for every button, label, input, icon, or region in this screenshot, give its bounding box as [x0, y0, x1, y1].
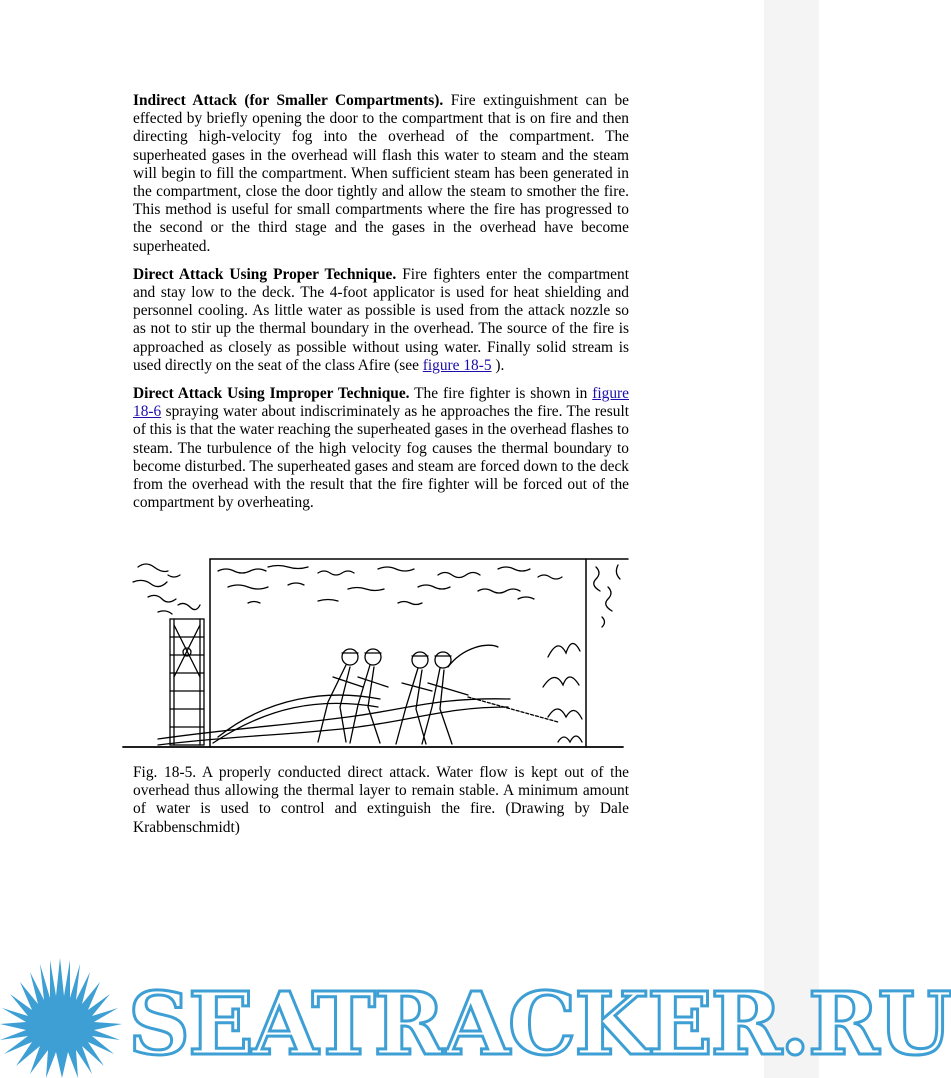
paragraph-heading: Indirect Attack (for Smaller Compartments).	[133, 92, 444, 109]
figure-caption: Fig. 18-5. A properly conducted direct attack. Water flow is kept out of the overhead thus allowing the thermal layer to remain stable. A minimum amount of water is used to control and extinguish the fire. (Drawing by Dale Krabbenschmidt)	[133, 764, 629, 836]
watermark-text: SEATRACKER.RU	[128, 974, 951, 1075]
paragraph-text-start: The fire fighter is shown in	[409, 385, 593, 403]
paragraph-text: spraying water about indiscriminately as he approaches the fire. The result of this is that the water reaching the superheated gases in the overhead flashes to steam. The turbulence of the high velocity fog causes the thermal boundary to become disturbed. The superheated gases and steam are forced down to the deck from the overhead with the result that the fire fighter will be forced out of the compartment by overheating.	[133, 403, 629, 512]
paragraph-text: Fire extinguishment can be effected by briefly opening the door to the compartment that is on fire and then directing high-velocity fog into the overhead of the compartment. The superheated gases in the overhead will flash this water to steam and the steam will begin to fill the compartment. When sufficient steam has been generated in the compartment, close the door tightly and allow the steam to smother the fire. This method is useful for small compartments where the fire has progressed to the second or the third stage and the gases in the overhead have become superheated.	[133, 92, 629, 255]
figure-18-6-link[interactable]: figure 18-6	[133, 385, 629, 421]
figure-18-5-link[interactable]: figure 18-5	[422, 356, 492, 374]
paragraph-direct-attack-proper	[133, 266, 629, 375]
paragraph-heading: Direct Attack Using Improper Technique.	[133, 385, 410, 403]
paragraph-direct-attack-improper	[133, 385, 629, 512]
paragraph-heading: Direct Attack Using Proper Technique.	[133, 265, 397, 283]
document-body	[133, 92, 629, 522]
page-edge-strip	[764, 0, 819, 1078]
paragraph-text-end: ).	[491, 356, 505, 374]
paragraph-indirect-attack	[133, 92, 629, 256]
figure-illustration	[118, 557, 632, 757]
paragraph-text: Fire fighters enter the compartment and stay low to the deck. The 4-foot applicator is used for heat shielding and personnel cooling. As little water as possible is used from the attack nozzle so as not to stir up the thermal boundary in the overhead. The source of the fire is approached as closely as possible without using water. Finally solid stream is used directly on the seat of the class Afire (see	[133, 265, 629, 374]
